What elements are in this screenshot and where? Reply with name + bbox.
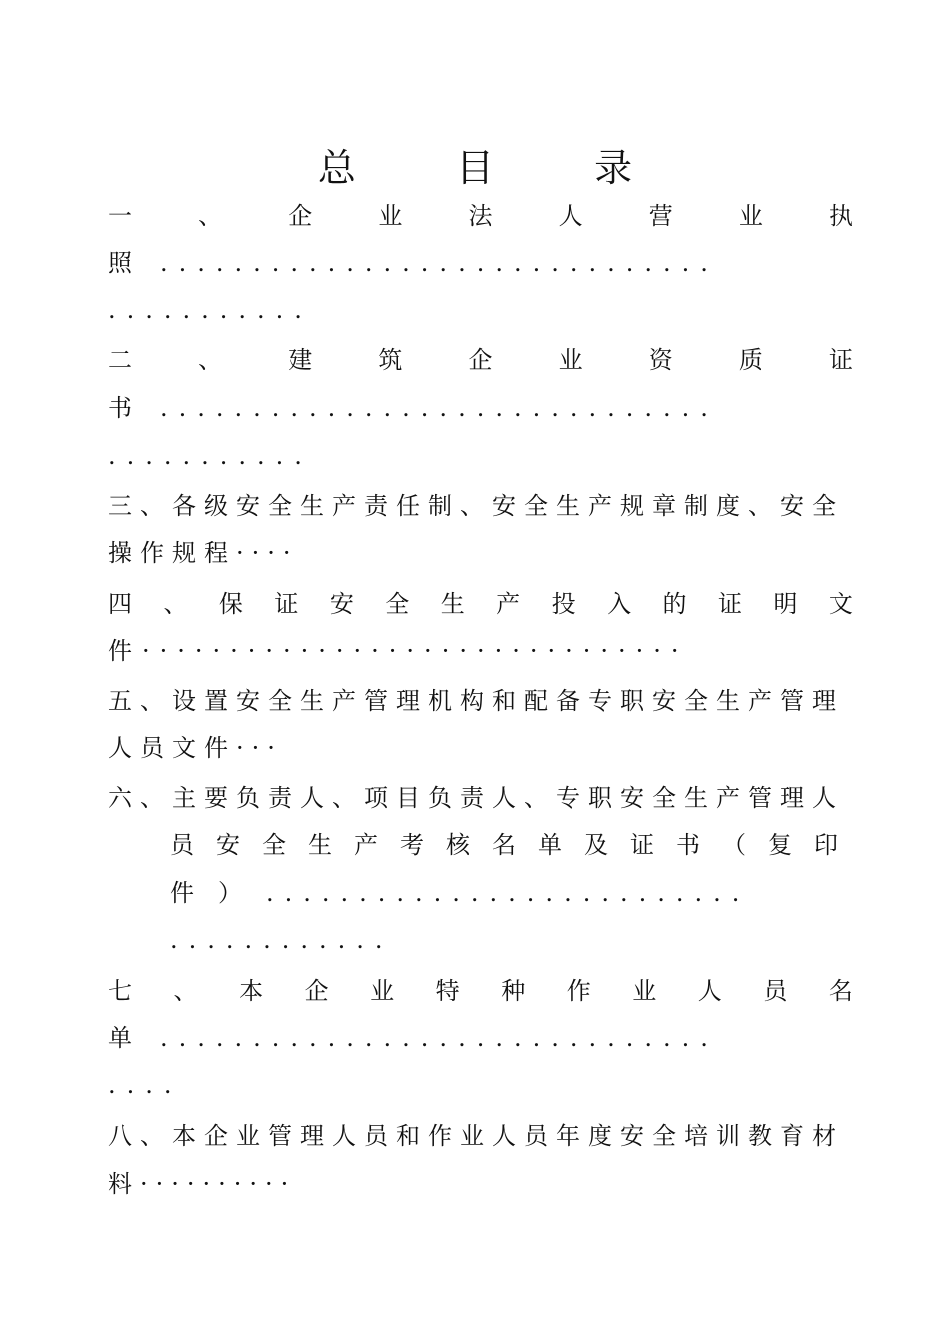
toc-item-7-char: 人 [697, 977, 722, 1005]
toc-item-6-line-4: ............ [170, 926, 394, 954]
toc-item-4-char: 文 [828, 590, 853, 618]
toc-item-4-char: 入 [607, 590, 632, 618]
toc-item-7-line-1 [108, 973, 853, 1009]
document-title: 总 目 录 [317, 146, 677, 190]
toc-item-4-line-1 [108, 586, 853, 622]
toc-item-4-char: 安 [329, 590, 354, 618]
toc-item-2-char: 企 [468, 346, 493, 374]
toc-item-1-char: 法 [468, 202, 493, 230]
toc-item-1-char: 营 [648, 202, 673, 230]
toc-item-6-char: 安 [216, 831, 240, 859]
toc-item-2-line-2 [108, 390, 853, 426]
toc-item-1-line-2 [108, 245, 853, 281]
toc-item-6-char: 考 [400, 831, 424, 859]
toc-item-8-line-2: 料·········· [108, 1170, 297, 1198]
toc-item-7-line-2 [108, 1020, 853, 1056]
toc-item-1-leader-dots: .............................. [160, 249, 719, 277]
toc-item-2-char: 业 [558, 346, 583, 374]
toc-item-4-char: 保 [218, 590, 243, 618]
toc-item-3-line-2: 操作规程···· [108, 539, 299, 567]
toc-item-2-char: 、 [198, 346, 223, 374]
toc-item-6-char: 复 [768, 831, 792, 859]
toc-item-6-line-2 [170, 827, 838, 863]
toc-item-4-char: 、 [163, 590, 188, 618]
toc-item-2-leader-dots: .............................. [160, 394, 719, 422]
toc-item-4-char: 证 [717, 590, 742, 618]
toc-item-2-line-1 [108, 342, 853, 378]
toc-item-1-char: 业 [738, 202, 763, 230]
toc-item-2-char: 证 [829, 346, 853, 374]
toc-item-6-char: 产 [354, 831, 378, 859]
toc-item-7-char: 作 [566, 977, 591, 1005]
toc-item-1-line-3: ........... [108, 296, 313, 324]
toc-item-7-char: 、 [173, 977, 198, 1005]
toc-item-1-char: 一 [108, 202, 132, 230]
toc-item-4-char: 全 [385, 590, 410, 618]
toc-item-6-char: 名 [492, 831, 516, 859]
toc-item-4-char: 生 [440, 590, 465, 618]
toc-item-8-line-1: 八、本企业管理人员和作业人员年度安全培训教育材 [108, 1122, 844, 1150]
toc-item-7-tail-char: 单 [108, 1024, 132, 1052]
toc-item-7-char: 业 [632, 977, 657, 1005]
toc-item-3-line-1: 三、各级安全生产责任制、安全生产规章制度、安全 [108, 492, 844, 520]
toc-item-6-char: 员 [170, 831, 194, 859]
toc-item-7-char: 七 [108, 977, 132, 1005]
toc-item-7-char: 名 [828, 977, 853, 1005]
toc-item-6-char: 全 [262, 831, 286, 859]
toc-item-2-char: 质 [738, 346, 763, 374]
toc-item-2-char: 建 [288, 346, 313, 374]
toc-item-6-char: 核 [446, 831, 470, 859]
toc-item-6-tail-text: 件） [170, 879, 266, 907]
toc-item-4-char: 投 [551, 590, 576, 618]
toc-item-2-tail-char: 书 [108, 394, 132, 422]
toc-item-5-line-2: 人员文件··· [108, 734, 283, 762]
toc-item-1-char: 执 [829, 202, 853, 230]
toc-item-6-char: 证 [630, 831, 654, 859]
toc-item-7-char: 业 [370, 977, 395, 1005]
toc-item-6-line-1: 六、主要负责人、项目负责人、专职安全生产管理人 [108, 784, 844, 812]
toc-item-6-char: 及 [584, 831, 608, 859]
toc-item-1-line-1 [108, 198, 853, 234]
toc-item-7-char: 种 [501, 977, 526, 1005]
toc-item-4-char: 证 [274, 590, 299, 618]
toc-item-1-char: 、 [198, 202, 223, 230]
toc-item-4-char: 的 [662, 590, 687, 618]
toc-item-4-char: 产 [496, 590, 521, 618]
toc-item-6-char: 印 [814, 831, 838, 859]
toc-item-6-leader-dots: .......................... [266, 879, 751, 907]
toc-item-7-char: 企 [304, 977, 329, 1005]
toc-item-1-char: 业 [378, 202, 403, 230]
toc-item-7-line-3: .... [108, 1071, 183, 1099]
toc-item-6-char: 单 [538, 831, 562, 859]
toc-item-6-char: 书 [676, 831, 700, 859]
toc-item-7-leader-dots: .............................. [160, 1024, 719, 1052]
toc-item-4-line-2: 件······························· [108, 637, 689, 665]
toc-item-1-char: 企 [288, 202, 313, 230]
toc-item-4-char: 明 [773, 590, 798, 618]
toc-item-2-char: 筑 [378, 346, 403, 374]
toc-item-2-line-3: ........... [108, 442, 313, 470]
toc-item-1-tail-char: 照 [108, 249, 132, 277]
toc-item-6-char: （ [722, 831, 746, 859]
toc-item-5-line-1: 五、设置安全生产管理机构和配备专职安全生产管理 [108, 687, 844, 715]
toc-item-7-char: 本 [239, 977, 264, 1005]
toc-item-7-char: 特 [435, 977, 460, 1005]
toc-item-1-char: 人 [558, 202, 583, 230]
toc-item-2-char: 二 [108, 346, 132, 374]
toc-item-6-char: 生 [308, 831, 332, 859]
toc-item-7-char: 员 [763, 977, 788, 1005]
toc-item-6-line-3 [170, 875, 838, 911]
toc-item-2-char: 资 [648, 346, 673, 374]
toc-item-4-char: 四 [108, 590, 132, 618]
